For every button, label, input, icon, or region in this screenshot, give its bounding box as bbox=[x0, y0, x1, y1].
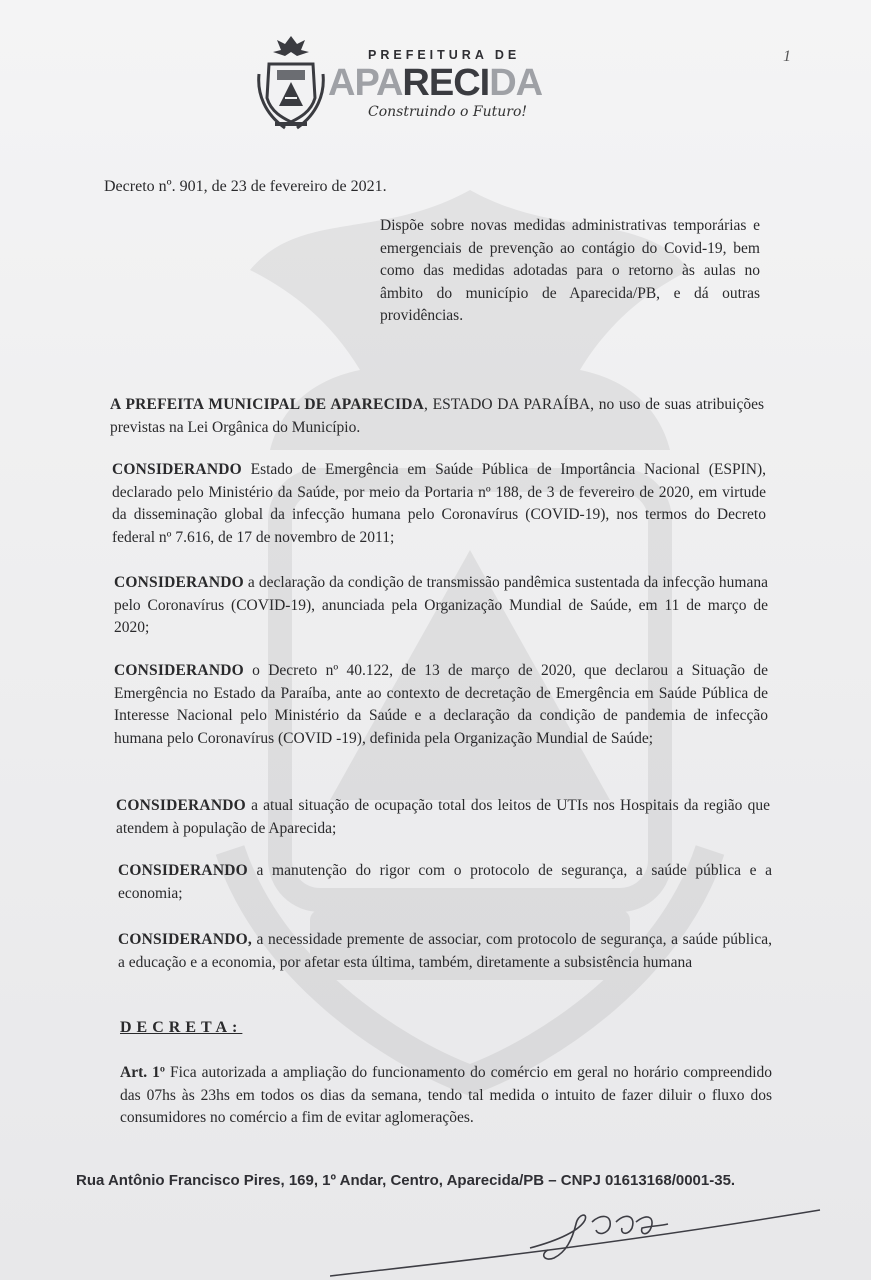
considerando-text: a manutenção do rigor com o protocolo de segurança, a saúde pública e a economia; bbox=[118, 862, 772, 902]
letterhead bbox=[250, 34, 590, 134]
considerando-label: CONSIDERANDO, bbox=[118, 931, 252, 948]
preamble-lead: A PREFEITA MUNICIPAL DE APARECIDA bbox=[110, 396, 425, 413]
municipal-coat-of-arms-icon bbox=[255, 34, 327, 132]
considerando-paragraph bbox=[118, 929, 772, 974]
considerando-label: CONSIDERANDO bbox=[114, 574, 244, 591]
considerando-label: CONSIDERANDO bbox=[118, 862, 248, 879]
considerando-paragraph bbox=[114, 572, 768, 640]
brand-name-part: APA bbox=[328, 62, 403, 104]
considerando-paragraph bbox=[118, 860, 772, 905]
brand-name bbox=[328, 62, 542, 105]
considerando-paragraph bbox=[116, 795, 770, 840]
article-text: Fica autorizada a ampliação do funcionamento do comércio em geral no horário compreendido das 07hs às 23hs em todos os dias da semana, tendo tal medida o intuito de fazer diluir o fluxo dos consumidores no comércio a fim de evitar aglomerações. bbox=[120, 1064, 773, 1126]
decreta-heading: DECRETA: bbox=[120, 1019, 243, 1036]
considerando-label: CONSIDERANDO bbox=[112, 461, 242, 478]
handwritten-signature bbox=[330, 1200, 830, 1280]
considerando-text: Estado de Emergência em Saúde Pública de Importância Nacional (ESPIN), declarado pelo Ministério da Saúde, por meio da Portaria nº 188, de 3 de fevereiro de 2020, em virtude da disseminação global da infecção humana pelo Coronavírus (COVID-19), nos termos do Decreto federal nº 7.616, de 17 de novembro de 2011; bbox=[112, 461, 766, 546]
brand-slogan: Construindo o Futuro! bbox=[368, 104, 528, 120]
decree-summary: Dispõe sobre novas medidas administrativas temporárias e emergenciais de prevenção ao contágio do Covid-19, bem como das medidas adotadas para o retorno às aulas no âmbito do município de Aparecida/PB, e dá outras providências. bbox=[380, 217, 760, 324]
page-number: 1 bbox=[783, 48, 791, 65]
preamble-text: , ESTADO DA PARAÍBA, no uso de suas atribuições previstas na Lei Orgânica do Município. bbox=[110, 396, 764, 436]
considerando-text: o Decreto nº 40.122, de 13 de março de 2020, que declarou a Situação de Emergência no Estado da Paraíba, ante ao contexto de decretação de Emergência em Saúde Pública de Interesse Nacional pelo Ministério da Saúde e a declaração da condição de pandemia de infecção humana pelo Coronavírus (COVID -19), definida pela Organização Mundial de Saúde; bbox=[114, 662, 768, 747]
brand-name-part: DA bbox=[489, 62, 543, 104]
footer-address: Rua Antônio Francisco Pires, 169, 1º Andar, Centro, Aparecida/PB – CNPJ 01613168/0001-35. bbox=[76, 1172, 736, 1189]
considerando-paragraph bbox=[114, 660, 768, 750]
considerando-paragraph bbox=[112, 459, 766, 549]
considerando-text: a necessidade premente de associar, com protocolo de segurança, a saúde pública, a educação e a economia, por afetar esta última, também, diretamente a subsistência humana bbox=[118, 931, 772, 971]
considerando-label: CONSIDERANDO bbox=[114, 662, 244, 679]
considerando-text: a atual situação de ocupação total dos leitos de UTIs nos Hospitais da região que atendem à população de Aparecida; bbox=[116, 797, 770, 837]
considerando-text: a declaração da condição de transmissão pandêmica sustentada da infecção humana pelo Coronavírus (COVID-19), anunciada pela Organização Mundial de Saúde, em 11 de março de 2020; bbox=[114, 574, 768, 636]
preamble bbox=[110, 394, 764, 439]
brand-name-part: RECI bbox=[402, 62, 490, 104]
considerando-label: CONSIDERANDO bbox=[116, 797, 246, 814]
article-label: Art. 1º bbox=[120, 1064, 165, 1081]
brand-prefix: PREFEITURA DE bbox=[368, 48, 521, 62]
decree-title: Decreto nº. 901, de 23 de fevereiro de 2021. bbox=[104, 178, 387, 195]
article-paragraph bbox=[120, 1062, 772, 1130]
